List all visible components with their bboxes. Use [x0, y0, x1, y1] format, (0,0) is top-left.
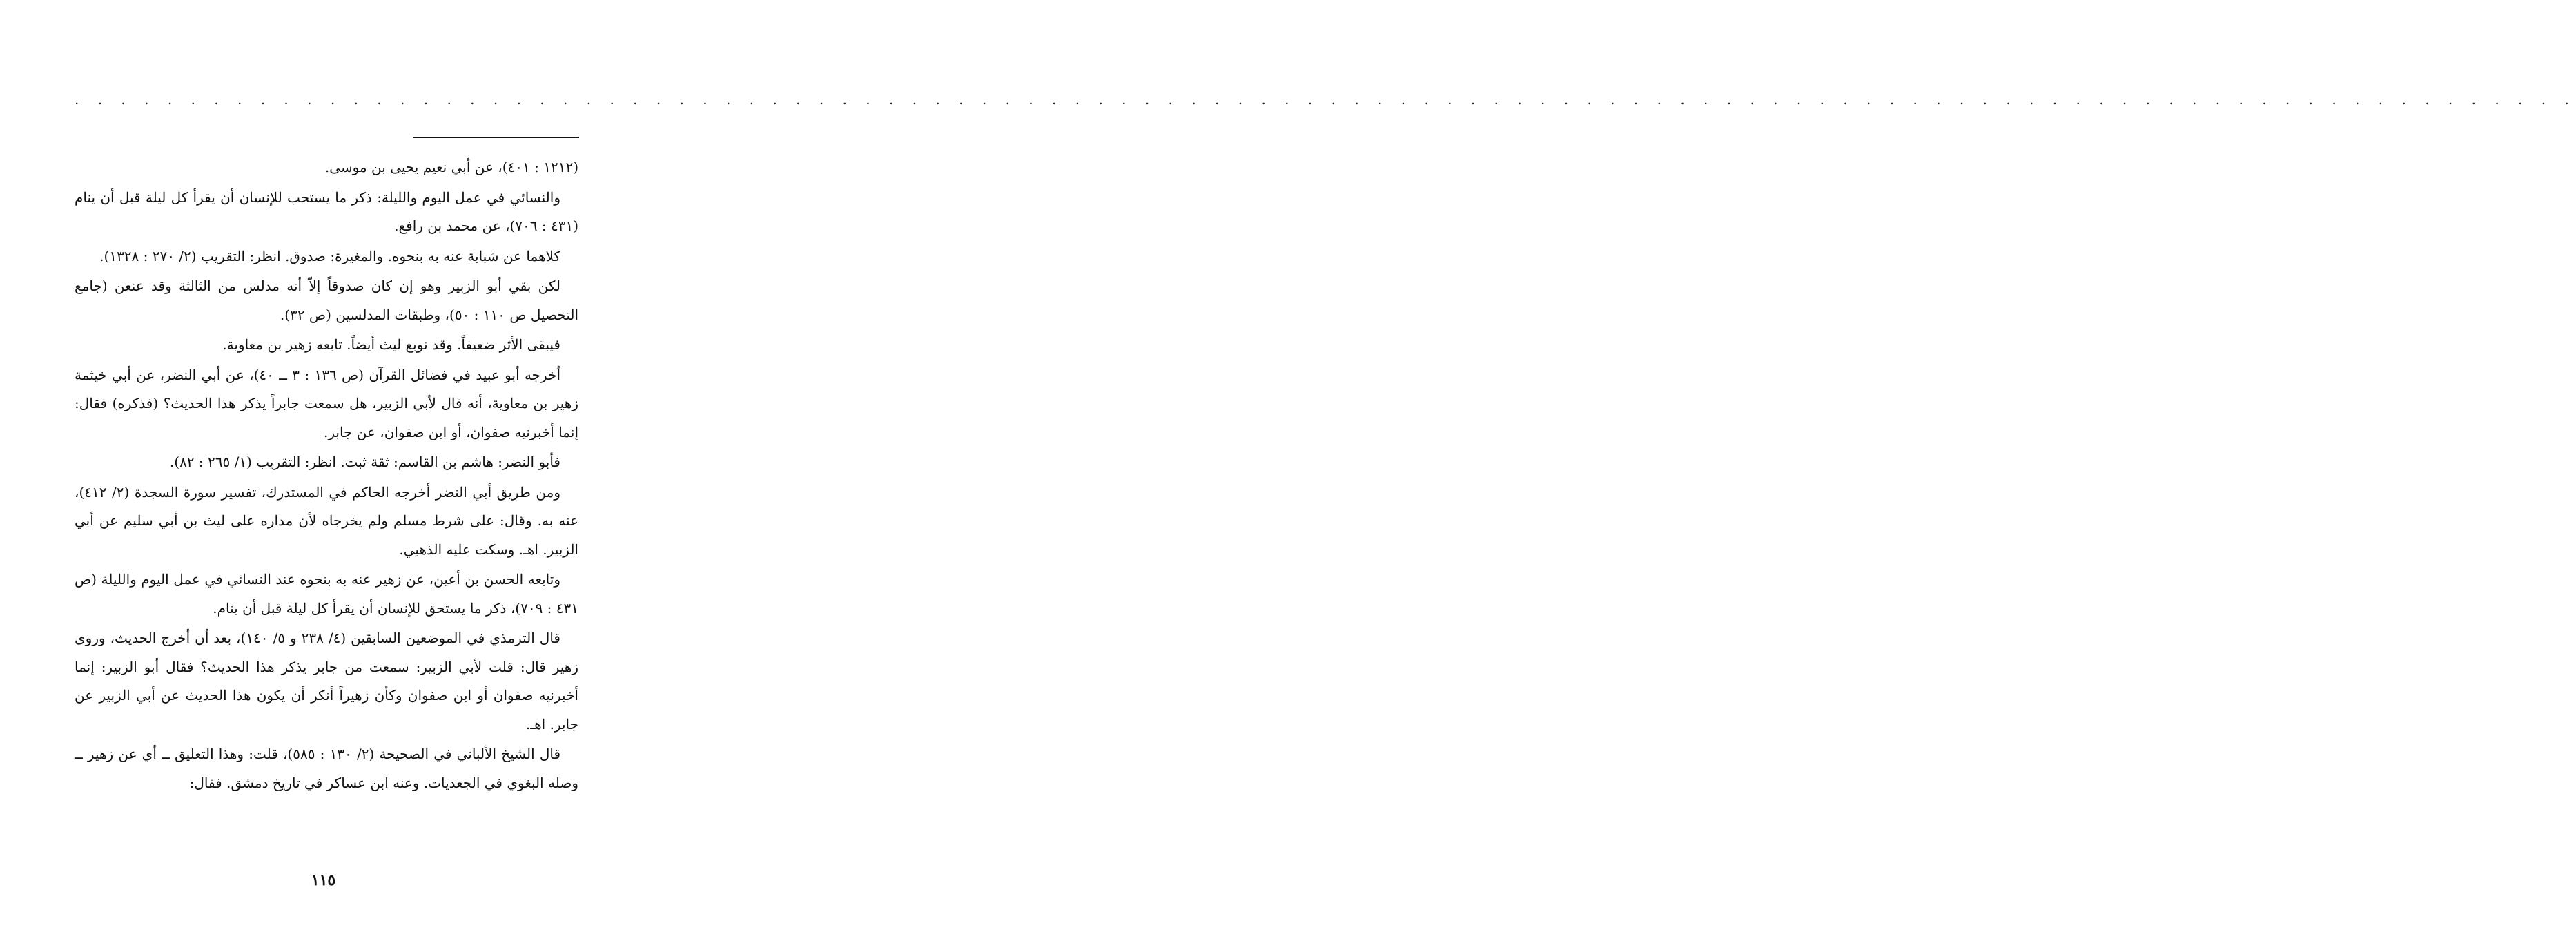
footnote-text — [75, 153, 578, 799]
paragraph: (١٢١٢ : ٤٠١)، عن أبي نعيم يحيى بن موسى. — [324, 159, 578, 175]
paragraph: لكن بقي أبو الزبير وهو إن كان صدوقاً إلاّ أنه مدلس من الثالثة وقد عنعن (جامع التحصيل ص ١١٠ : ٥٠)، وطبقات المدلسين (ص ٣٢). — [75, 278, 578, 323]
paragraph: قال الشيخ الألباني في الصحيحة (٢/ ١٣٠ : ٥٨٥)، قلت: وهذا التعليق ــ أي عن زهير ــ وصله البغوي في الجعديات. وعنه ابن عساكر في تاريخ دمشق. فقال: — [75, 746, 578, 791]
paragraph: وتابعه الحسن بن أعين، عن زهير عنه به بنحوه عند النسائي في عمل اليوم والليلة (ص ٤٣١ : ٧٠٩)، ذكر ما يستحق للإنسان أن يقرأ كل ليلة قبل أن ينام. — [75, 571, 578, 617]
paragraph: فيبقى الأثر ضعيفاً. وقد توبع ليث أيضاً. تابعه زهير بن معاوية. — [222, 336, 560, 353]
footnote-rule — [413, 137, 579, 138]
paragraph: قال الترمذي في الموضعين السابقين (٤/ ٢٣٨ و ٥/ ١٤٠)، بعد أن أخرج الحديث، وروى زهير قال: قلت لأبي الزبير: سمعت من جابر يذكر هذا الحديث؟ فقال أبو الزبير: إنما أخبرنيه صفوان أو ابن صفوان وكأن زهيراً أنكر أن يكون هذا الحديث عن أبي الزبير عن جابر. اهـ. — [75, 630, 578, 733]
paragraph: كلاهما عن شبابة عنه به بنحوه. والمغيرة: صدوق. انظر: التقريب (٢/ ٢٧٠ : ١٣٢٨). — [99, 247, 560, 264]
paragraph: ومن طريق أبي النضر أخرجه الحاكم في المستدرك، تفسير سورة السجدة (٢/ ٤١٢)، عنه به. وقال: على شرط مسلم ولم يخرجاه لأن مداره على ليث بن أبي سليم عن أبي الزبير. اهـ. وسكت عليه الذهبي. — [75, 483, 578, 558]
paragraph: فأبو النضر: هاشم بن القاسم: ثقة ثبت. انظر: التقريب (١/ ٢٦٥ : ٨٢). — [169, 454, 560, 470]
paragraph: والنسائي في عمل اليوم والليلة: ذكر ما يستحب للإنسان أن يقرأ كل ليلة قبل أن ينام (٤٣١ : ٧٠٦)، عن محمد بن رافع. — [75, 188, 578, 234]
paragraph: أخرجه أبو عبيد في فضائل القرآن (ص ١٣٦ : ٣ ــ ٤٠)، عن أبي النضر، عن أبي خيثمة زهير بن معاوية، أنه قال لأبي الزبير، هل سمعت جابراً يذكر هذا الحديث؟ (فذكره) فقال: إنما أخبرنيه صفوان، أو ابن صفوان، عن جابر. — [75, 366, 578, 440]
dotted-separator: . . . . . . . . . . . . . . . . . . . . . . . . . . . . . . . . . . . . . . . . . . . . . . . . . . . . . . . . . . . . . . . . . . . . . . . . . . . . . . . . . . . . . . . . . . . . . . . . . . . . . . . . . . . . — [75, 91, 2576, 108]
page-number: ١١٥ — [311, 871, 336, 889]
